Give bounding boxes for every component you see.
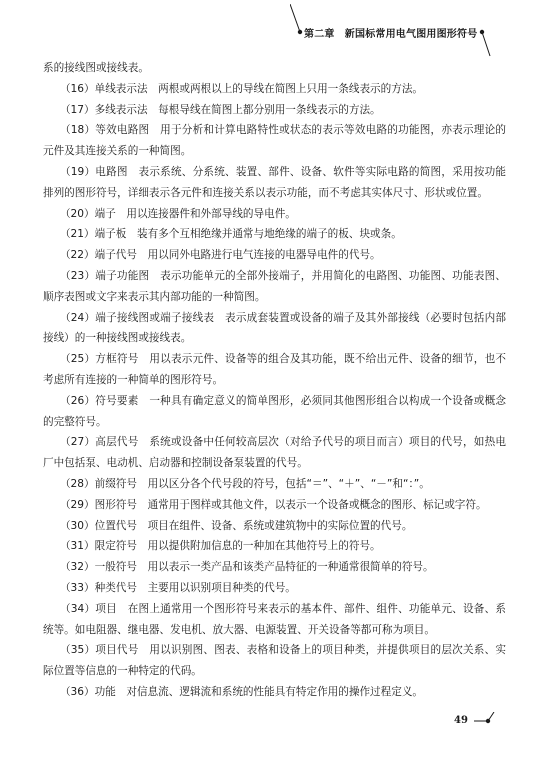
- paragraph: （26）符号要素 一种具有确定意义的简单图形，必须同其他图形组合以构成一个设备或概念的完整符号。: [43, 394, 506, 428]
- paragraph: （27）高层代号 系统或设备中任何较高层次（对给予代号的项目而言）项目的代号，如热电厂中包括泵、电动机、启动器和控制设备泵装置的代号。: [43, 436, 506, 470]
- page-header: [290, 4, 540, 58]
- paragraph: （28）前缀符号 用以区分各个代号段的符号，包括“＝”、“＋”、“－”和“：”。: [59, 477, 430, 490]
- paragraph: （33）种类代号 主要用以识别项目种类的代号。: [59, 581, 296, 594]
- paragraph: （22）端子代号 用以同外电路进行电气连接的电器导电件的代号。: [59, 249, 381, 262]
- paragraph: （17）多线表示法 每根导线在简图上都分别用一条线表示的方法。: [59, 103, 381, 116]
- paragraph: （32）一般符号 用以表示一类产品和该类产品特征的一种通常很简单的符号。: [59, 561, 434, 574]
- paragraph: （20）端子 用以连接器件和外部导线的导电件。: [59, 207, 296, 220]
- paragraph: （16）单线表示法 两根或两根以上的导线在简图上只用一条线表示的方法。: [59, 82, 424, 95]
- paragraph: （19）电路图 表示系统、分系统、装置、部件、设备、软件等实际电路的简图，采用按功能排列的图形符号，详细表示各元件和连接关系以表示功能，而不考虑其实体尺寸、形状或位置。: [43, 165, 506, 199]
- chapter-title: 第二章 新国标常用电气图用图形符号: [304, 29, 478, 40]
- paragraph: （18）等效电路图 用于分析和计算电路特性或状态的表示等效电路的功能图，亦表示理论的元件及其连接关系的一种简图。: [43, 124, 506, 158]
- paragraph: （21）端子板 装有多个互相绝缘并通常与地绝缘的端子的板、块或条。: [59, 228, 402, 241]
- page-footer: [452, 712, 532, 732]
- footer-decoration-icon: [452, 712, 532, 732]
- paragraph: （24）端子接线图或端子接线表 表示成套装置或设备的端子及其外部接线（必要时包括内部接线）的一种接线图或接线表。: [43, 311, 506, 345]
- paragraph: （30）位置代号 项目在组件、设备、系统或建筑物中的实际位置的代号。: [59, 519, 413, 532]
- paragraph: 系的接线图或接线表。: [43, 62, 149, 74]
- paragraph: （35）项目代号 用以识别图、图表、表格和设备上的项目种类，并提供项目的层次关系、实际位置等信息的一种特定的代码。: [43, 644, 506, 678]
- paragraph: （36）功能 对信息流、逻辑流和系统的性能具有特定作用的操作过程定义。: [59, 685, 424, 698]
- paragraph: （23）端子功能图 表示功能单元的全部外接端子，并用简化的电路图、功能图、功能表图、顺序表图或文字来表示其内部功能的一种简图。: [43, 269, 506, 303]
- page-number: 49: [454, 715, 468, 726]
- paragraph: （34）项目 在图上通常用一个图形符号来表示的基本件、部件、组件、功能单元、设备、系统等。如电阻器、继电器、发电机、放大器、电源装置、开关设备等都可称为项目。: [43, 602, 506, 636]
- paragraph: （31）限定符号 用以提供附加信息的一种加在其他符号上的符号。: [59, 540, 381, 553]
- paragraph: （25）方框符号 用以表示元件、设备等的组合及其功能，既不给出元件、设备的细节，也不考虑所有连接的一种简单的图形符号。: [43, 353, 506, 386]
- paragraph: （29）图形符号 通常用于图样或其他文件，以表示一个设备或概念的图形、标记或字符。: [59, 498, 487, 511]
- document-body: [43, 58, 506, 703]
